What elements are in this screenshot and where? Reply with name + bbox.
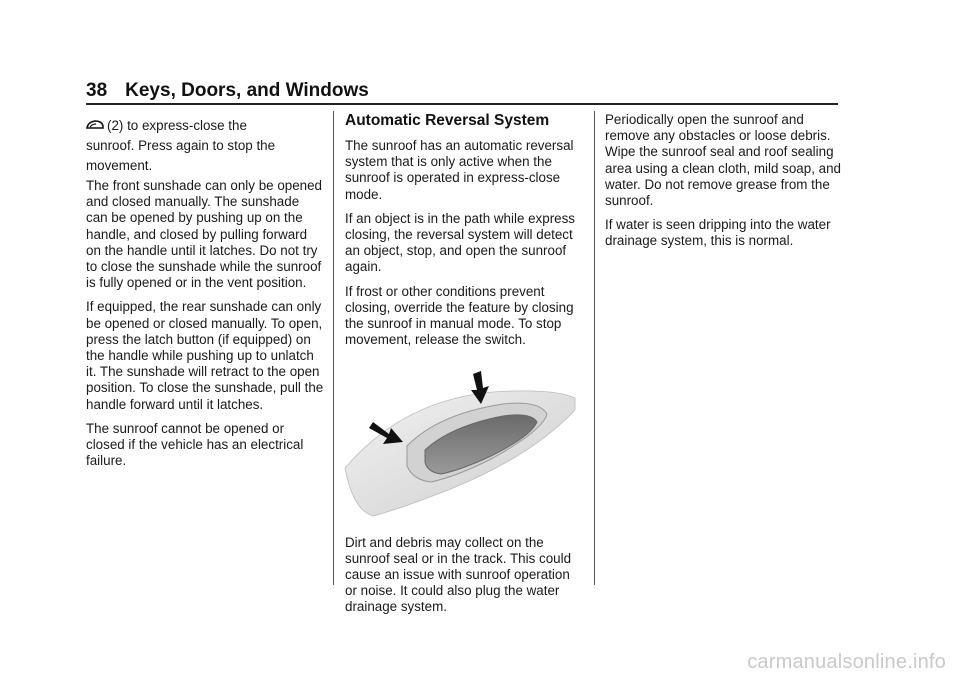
- front-sunshade-paragraph: The front sunshade can only be opened and closed manually. The sunshade can be opened by pushing up on the handle, and closed by pulling forward on the handle until it latches. Do not try to close the sunshade while the sunroof is fully opened or in the vent position.: [86, 178, 322, 291]
- water-drainage-paragraph: If water is seen dripping into the water drainage system, this is normal.: [605, 217, 831, 249]
- sunroof-track-illustration: [343, 370, 579, 520]
- frost-override-paragraph: If frost or other conditions prevent closing, override the feature by closing the sunroof in manual mode. To stop movement, release the switch.: [345, 283, 574, 348]
- section-heading: Automatic Reversal System: [345, 112, 550, 129]
- watermark: carmanualsonline.info: [747, 651, 946, 673]
- express-close-icon: [86, 119, 104, 131]
- reversal-intro-paragraph: The sunroof has an automatic reversal system that is only active when the sunroof is operated in express-close mode.: [345, 138, 574, 202]
- column-1: [86, 116, 324, 477]
- page-number: 38: [86, 80, 108, 101]
- debris-paragraph: Dirt and debris may collect on the sunroof seal or in the track. This could cause an issue with sunroof operation or noise. It could also plug the water drainage system.: [345, 534, 572, 615]
- express-close-paragraph: (2) to express-close the sunroof. Press again to stop the movement.: [86, 118, 276, 173]
- electrical-failure-paragraph: The sunroof cannot be opened or closed if the vehicle has an electrical failure.: [86, 420, 304, 469]
- reversal-detect-paragraph: If an object is in the path while express closing, the reversal system will detect an object, stop, and open the sunroof again.: [345, 210, 576, 275]
- column-divider-1: [333, 111, 334, 585]
- column-3: [605, 112, 841, 258]
- column-2: [345, 112, 583, 624]
- column-divider-2: [594, 111, 595, 585]
- rear-sunshade-paragraph: If equipped, the rear sunshade can only be opened or closed manually. To open, press the latch button (if equipped) on the handle while pushing up to unlatch it. The sunshade will retract to the open position. To close the sunshade, pull the handle forward until it latches.: [86, 299, 324, 412]
- section-title: Keys, Doors, and Windows: [125, 80, 369, 101]
- header-rule: [86, 103, 838, 105]
- page-header: [86, 80, 369, 102]
- maintenance-paragraph: Periodically open the sunroof and remove any obstacles or loose debris. Wipe the sunroof seal and roof sealing area using a clean cloth, mild soap, and water. Do not remove grease from the sunroof.: [605, 112, 841, 209]
